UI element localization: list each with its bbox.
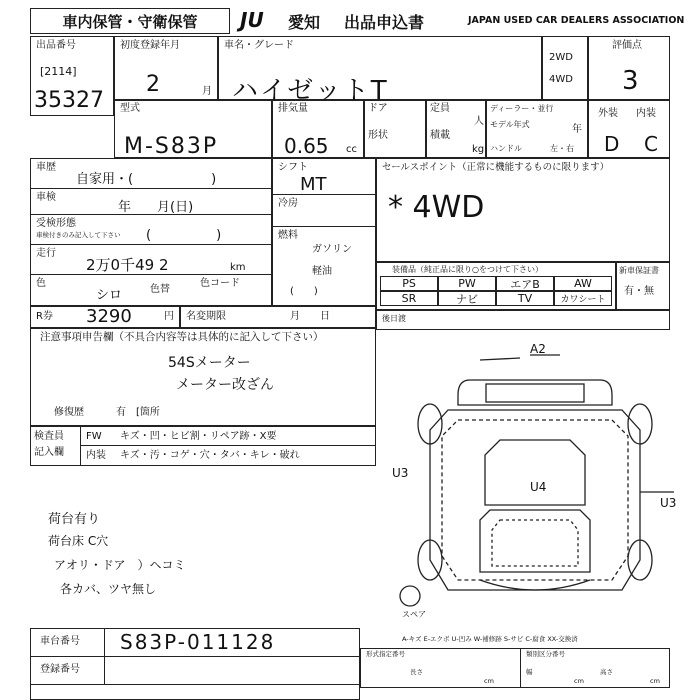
notes-line1: 54Sメーター <box>168 355 251 371</box>
handwritten-note-1: 荷台有り <box>48 512 101 527</box>
registration-number-label: 登録番号 <box>40 664 80 675</box>
handwritten-note-4: 各カバ、ツヤ無し <box>60 582 157 596</box>
interior-grade: C <box>644 132 658 156</box>
damage-mark-bed: U4 <box>530 480 547 494</box>
registration-label: 初度登録年月 <box>120 40 180 51</box>
storage-badge: 車内保管・守衛保管 <box>30 8 230 34</box>
recycle-fee-label: R券 <box>36 311 53 322</box>
load-label: 積載 <box>430 130 450 141</box>
displacement-value: 0.65 <box>284 134 329 158</box>
fw-label: FW <box>86 431 102 442</box>
history-value: 自家用・( ) <box>76 172 217 187</box>
mileage-label: 走行 <box>36 248 56 259</box>
cooler-label: 冷房 <box>278 198 298 209</box>
receive-value: ( ) <box>146 228 222 243</box>
fuel-diesel: 軽油 <box>312 266 332 277</box>
handwritten-note-2: 荷台床 C穴 <box>48 534 109 548</box>
shape-label: 形状 <box>368 130 388 141</box>
class-number-label: 類別区分番号 <box>526 650 565 658</box>
equipment-item: エアB <box>496 276 554 291</box>
model-label: 型式 <box>120 103 140 114</box>
model-value: M-S83P <box>124 134 219 159</box>
lot-small: [2114] <box>40 65 77 78</box>
door-label: ドア <box>368 103 388 114</box>
height-unit: cm <box>650 677 660 685</box>
lot-label: 出品番号 <box>36 40 76 51</box>
equipment-item: SR <box>380 291 438 306</box>
drive-2wd: 2WD <box>549 52 573 63</box>
car-name: ハイゼットT <box>232 76 389 106</box>
length-unit: cm <box>484 677 494 685</box>
equipment-item: TV <box>496 291 554 306</box>
model-year-unit: 年 <box>572 124 582 135</box>
repair-history-label: 修復歴 <box>54 407 84 418</box>
registration-month-unit: 月 <box>202 86 212 97</box>
width-unit: cm <box>574 677 584 685</box>
handle-label: ハンドル <box>490 144 522 153</box>
sales-point-value: * 4WD <box>388 190 485 225</box>
fw-value: キズ・凹・ヒビ割・リペア跡・X要 <box>120 431 277 442</box>
recycle-fee-unit: 円 <box>164 311 174 322</box>
spare-label: スペア <box>402 610 426 619</box>
history-label: 車歴 <box>36 162 56 173</box>
equipment-item: ナビ <box>438 291 496 306</box>
handwritten-note-3: アオリ・ドア ）ヘコミ <box>54 558 186 572</box>
fuel-other: ( ) <box>290 286 318 297</box>
sales-point-label: セールスポイント（正常に機能するものに限ります） <box>382 162 610 173</box>
interior-inspect-value: キズ・汚・コゲ・穴・タバ・キレ・破れ <box>120 450 300 461</box>
drive-4wd: 4WD <box>549 74 573 85</box>
receive-sub: 車検付きのみ記入して下さい <box>36 231 121 239</box>
mileage-value: 2万0千49 2 <box>86 256 169 274</box>
warranty-value: 有・無 <box>624 286 654 297</box>
seats-label: 定員 <box>430 103 450 114</box>
width-label: 幅 <box>526 668 533 676</box>
inspection-label: 車検 <box>36 192 56 203</box>
fuel-label: 燃料 <box>278 230 298 241</box>
inspector-label: 検査員 <box>34 431 64 442</box>
notes-label: 注意事項申告欄（不具合内容等は具体的に記入して下さい） <box>40 331 324 343</box>
handle-value: 左・右 <box>550 144 574 153</box>
exterior-label: 外装 <box>598 108 618 119</box>
exterior-grade: D <box>604 132 620 156</box>
dealer-label: ディーラー・並行 <box>490 104 554 113</box>
association-name: JAPAN USED CAR DEALERS ASSOCIATION <box>468 15 685 26</box>
mileage-unit: km <box>230 262 246 273</box>
chassis-label: 車台番号 <box>40 636 80 647</box>
lot-number: 35327 <box>34 88 104 113</box>
interior-label: 内装 <box>636 108 656 119</box>
evaluation-label: 評価点 <box>612 40 642 51</box>
color-code-label: 色コード <box>200 278 240 289</box>
inspector-entry-label: 記入欄 <box>34 447 64 458</box>
chassis-number: S83P-011128 <box>120 630 276 654</box>
equipment-item: PS <box>380 276 438 291</box>
notes-line2: メーター改ざん <box>176 377 274 393</box>
fuel-gasoline: ガソリン <box>312 244 352 255</box>
equipment-item: AW <box>554 276 612 291</box>
shift-value: MT <box>300 174 327 195</box>
model-year-label: モデル年式 <box>490 120 530 129</box>
damage-mark-right: U3 <box>660 496 677 510</box>
inspection-value: 年 月(日) <box>118 200 194 215</box>
spec-block <box>360 648 670 688</box>
height-label: 高さ <box>600 668 613 676</box>
seats-unit: 人 <box>474 116 484 127</box>
color-value: シロ <box>96 288 123 303</box>
damage-mark-front: A2 <box>530 342 546 356</box>
name-change-label: 名変期限 <box>186 311 226 322</box>
receive-label: 受検形態 <box>36 218 76 229</box>
color-label: 色 <box>36 278 46 289</box>
color-change-label: 色替 <box>150 284 170 295</box>
equipment-item: カワシート <box>554 291 612 306</box>
later-delivery-label: 後日渡 <box>382 314 406 323</box>
repair-history-value: 有 [箇所 <box>116 407 160 418</box>
equipment-label: 装備品（純正品に限り○をつけて下さい） <box>392 265 543 274</box>
evaluation-score: 3 <box>622 66 639 96</box>
damage-legend: A-キズ E-エクボ U-凹み W-補修跡 S-サビ C-腐食 XX-交換済 <box>402 635 578 643</box>
length-label: 長さ <box>410 668 423 676</box>
displacement-label: 排気量 <box>278 103 308 114</box>
shift-label: シフト <box>278 162 308 173</box>
recycle-fee-value: 3290 <box>86 306 132 327</box>
car-name-label: 車名・グレード <box>224 40 294 51</box>
damage-mark-left: U3 <box>392 466 409 480</box>
name-change-value: 月 日 <box>290 311 330 322</box>
org-name: 愛知 <box>288 13 321 32</box>
registration-year: 2 <box>146 72 160 97</box>
equipment-item: PW <box>438 276 496 291</box>
displacement-unit: cc <box>346 144 357 155</box>
interior-inspect-label: 内装 <box>86 450 106 461</box>
ju-logo: JU <box>240 8 264 32</box>
type-approval-label: 形式指定番号 <box>366 650 405 658</box>
warranty-label: 新車保証書 <box>619 266 659 275</box>
load-unit: kg <box>472 144 485 155</box>
document-title: 出品申込書 <box>344 13 425 32</box>
